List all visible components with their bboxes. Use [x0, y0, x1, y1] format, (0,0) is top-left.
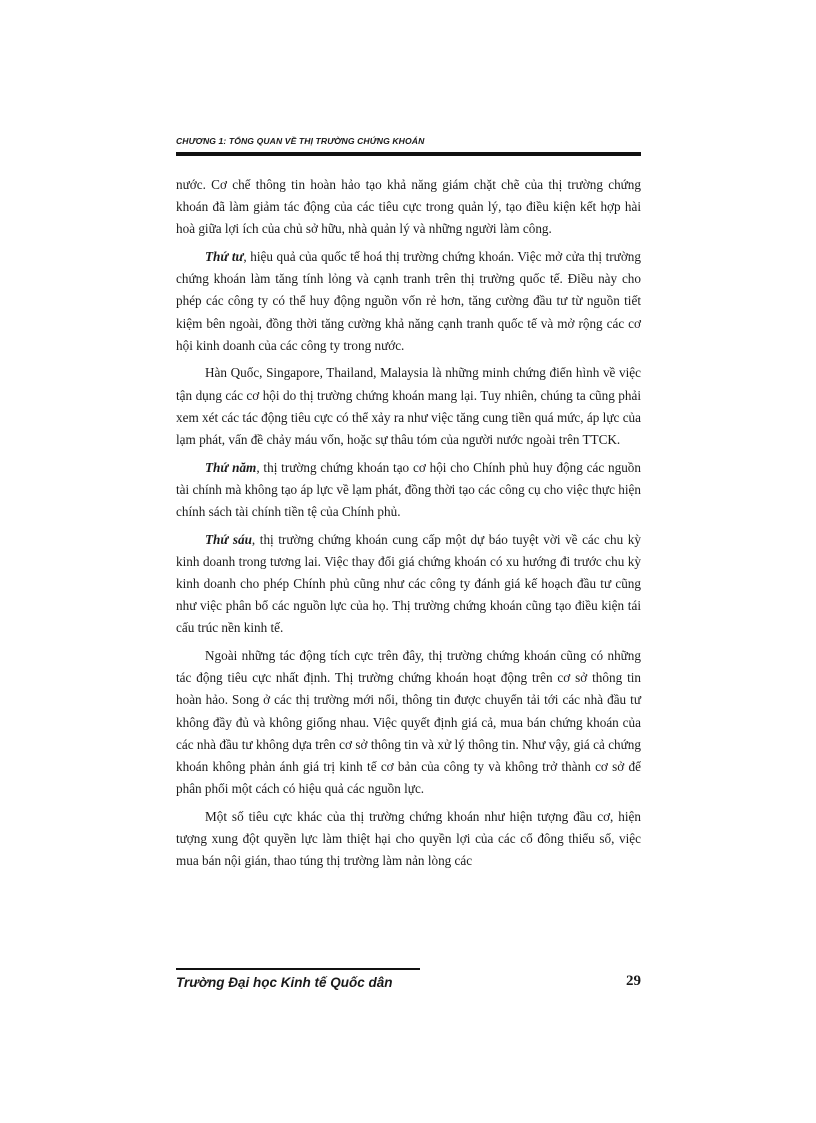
paragraph-text: , thị trường chứng khoán cung cấp một dự báo tuyệt vời về các chu kỳ kinh doanh trong tương lai. Việc thay đổi giá chứng khoán có xu hướng đi trước chu kỳ kinh doanh cho phép Chính phủ cũng như các công ty đánh giá kế hoạch đầu tư cũng như việc phân bổ các nguồn lực của họ. Thị trường chứng khoán cũng tạo điều kiện tái cấu trúc nền kinh tế.	[176, 531, 641, 636]
paragraph-continuation	[176, 174, 641, 241]
header-rule	[176, 152, 641, 156]
paragraph-lead: Thứ sáu	[205, 531, 252, 547]
paragraph-text: Hàn Quốc, Singapore, Thailand, Malaysia là những minh chứng điển hình về việc tận dụng các cơ hội do thị trường chứng khoán mang lại. Tuy nhiên, chúng ta cũng phải xem xét các tác động tiêu cực có thể xảy ra như việc tăng cung tiền quá mức, áp lực của lạm phát, vấn đề chảy máu vốn, hoặc sự thâu tóm của người nước ngoài trên TTCK.	[176, 365, 641, 448]
paragraph-thu-sau	[176, 529, 641, 640]
paragraph-text: , hiệu quả của quốc tế hoá thị trường chứng khoán. Việc mở cửa thị trường chứng khoán làm tăng tính lỏng và cạnh tranh trên thị trường quốc tế. Điều này cho phép các công ty có thể huy động nguồn vốn rẻ hơn, tăng cường đầu tư từ nguồn tiết kiệm bên ngoài, đồng thời tăng cường khả năng cạnh tranh quốc tế và mở rộng các cơ hội kinh doanh của các công ty trong nước.	[176, 249, 641, 353]
paragraph-text: nước. Cơ chế thông tin hoàn hảo tạo khả năng giám chặt chẽ của thị trường chứng khoán đã làm giảm tác động của các tiêu cực trong quản lý, tạo điều kiện kết hợp hài hoà giữa lợi ích của chủ sở hữu, nhà quản lý và những người làm công.	[176, 177, 641, 237]
paragraph-text: , thị trường chứng khoán tạo cơ hội cho Chính phủ huy động các nguồn tài chính mà không tạo áp lực về lạm phát, đồng thời tạo các công cụ cho việc thực hiện chính sách tài chính tiền tệ của Chính phủ.	[176, 459, 641, 520]
paragraph-thu-nam	[176, 457, 641, 524]
paragraph-negative-effects	[176, 645, 641, 800]
paragraph-thu-tu	[176, 246, 641, 357]
body-text	[176, 174, 641, 878]
paragraph-text: Một số tiêu cực khác của thị trường chứng khoán như hiện tượng đầu cơ, hiện tượng xung đột quyền lực làm thiệt hại cho quyền lợi của các cổ đông thiểu số, việc mua bán nội gián, thao túng thị trường làm nản lòng các	[176, 808, 641, 869]
page-header	[176, 136, 641, 156]
paragraph-other-negatives	[176, 806, 641, 873]
paragraph-lead: Thứ tư	[205, 249, 244, 264]
footer-rule	[176, 968, 420, 970]
paragraph-text: Ngoài những tác động tích cực trên đây, thị trường chứng khoán cũng có những tác động tiêu cực nhất định. Thị trường chứng khoán hoạt động trên cơ sở thông tin hoàn hảo. Song ở các thị trường mới nổi, thông tin được chuyển tải tới các nhà đầu tư không đầy đủ và không giống nhau. Việc quyết định giá cả, mua bán chứng khoán của các nhà đầu tư không dựa trên cơ sở thông tin và xử lý thông tin. Như vậy, giá cả chứng khoán không phản ánh giá trị kinh tế cơ bản của công ty và không trở thành cơ sở để phân phối một cách có hiệu quả các nguồn lực.	[176, 648, 641, 797]
page-footer	[176, 968, 641, 994]
paragraph-lead: Thứ năm	[205, 459, 257, 475]
page-number: 29	[626, 973, 641, 989]
chapter-title: CHƯƠNG 1: TỔNG QUAN VỀ THỊ TRƯỜNG CHỨNG KHOÁN	[176, 136, 425, 146]
paragraph-examples	[176, 362, 641, 451]
footer-institution: Trường Đại học Kinh tế Quốc dân	[176, 975, 393, 990]
